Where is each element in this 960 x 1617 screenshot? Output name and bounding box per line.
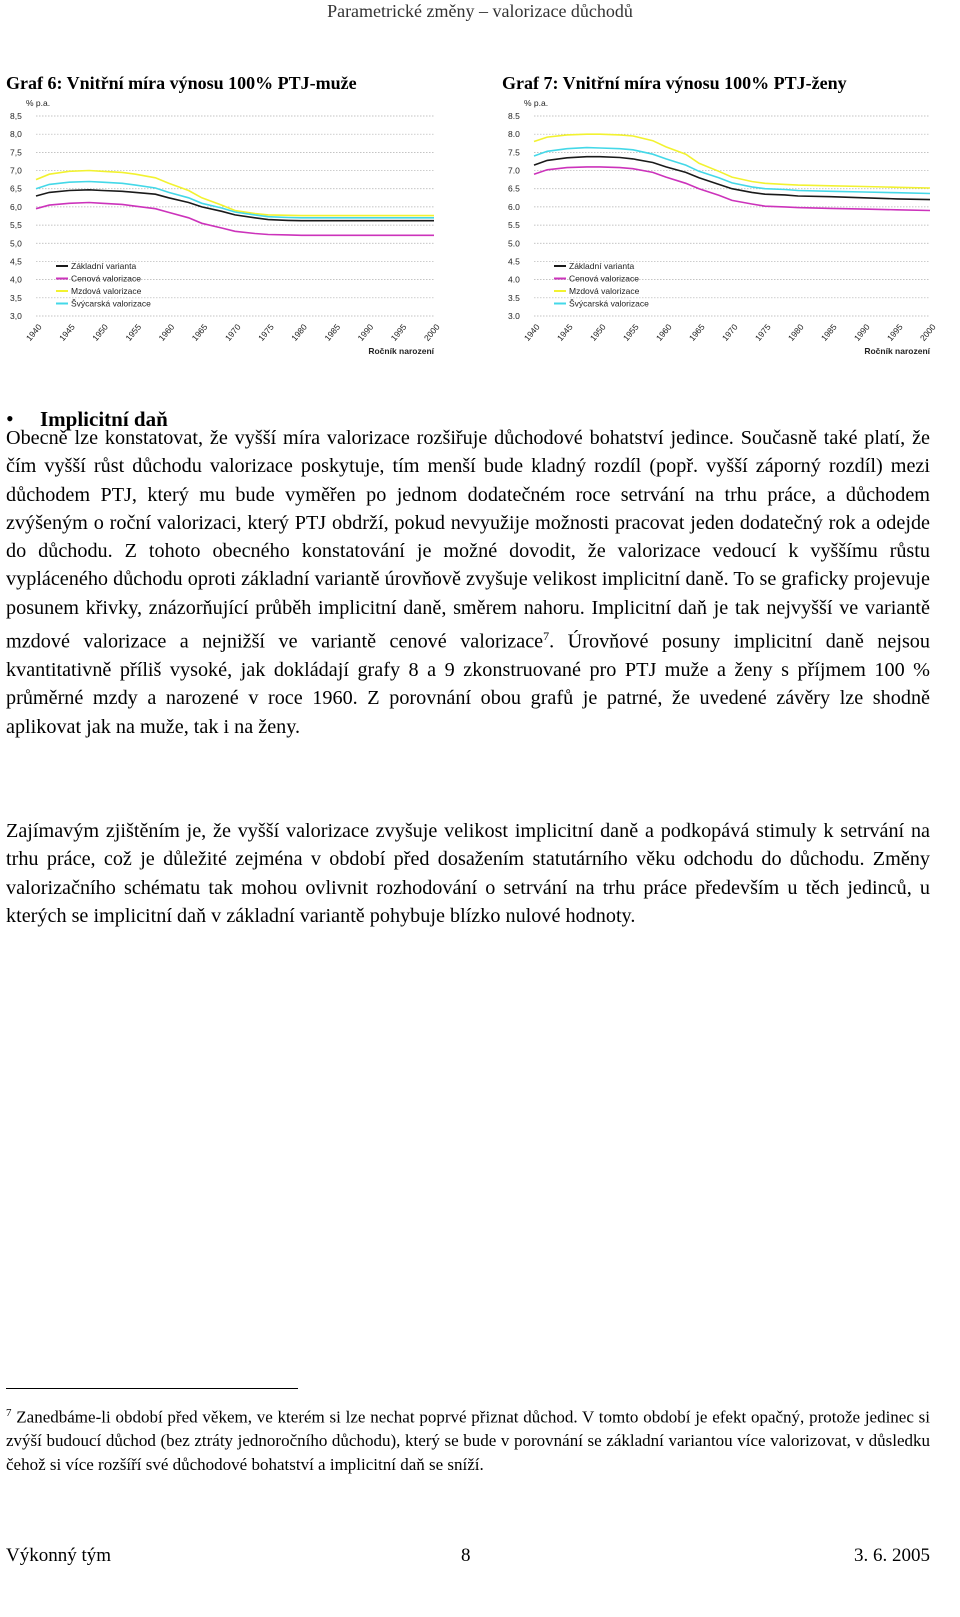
x-tick-label: 1955	[123, 322, 144, 343]
x-tick-label: 1965	[189, 322, 210, 343]
series-line-svycarska	[36, 182, 434, 218]
y-tick-label: 8,5	[10, 111, 22, 121]
y-tick-label: 8.0	[508, 129, 520, 140]
x-tick-label: 1975	[256, 322, 276, 343]
x-tick-label: 1975	[752, 322, 773, 343]
footnote-divider	[6, 1388, 298, 1389]
chart-graf-6	[4, 96, 444, 362]
legend-label-mzdova: Mzdová valorizace	[71, 286, 142, 296]
paragraph-1-text-a: Obecně lze konstatovat, že vyšší míra valorizace rozšiřuje důchodové bohatství jedince. Současně také platí, že čím vyšší růst důchodu valorizace poskytuje, tím menší bude kladný rozdíl (popř. vyšší záporný rozdíl) mezi důchodem PTJ, který mu bude vyměřen po jednom dodatečném roce setrvání na trhu práce, a důchodem zvýšeným o roční valorizaci, který PTJ obdrží, pokud nevyužije možnosti pracovat jeden dodatečný rok a odejde do důchodu. Z tohoto obecného konstatování je možné dovodit, že valorizace vedoucí k vyššímu růstu vypláceného důchodu oproti základní variantě úrovňově zvyšuje velikost implicitní daně. To se graficky projevuje posunem křivky, znázorňující průběh implicitní daně, směrem nahoru. Implicitní daň je tak nejvyšší ve variantě mzdové valorizace a nejnižší ve variantě cenové valorizace	[6, 427, 930, 653]
x-tick-label: 2000	[917, 322, 938, 343]
x-tick-label: 1955	[620, 322, 641, 343]
y-tick-label: 8.5	[508, 111, 520, 121]
section-heading-text: Implicitní daň	[40, 407, 168, 431]
x-axis-label: Ročník narození	[368, 346, 434, 356]
chart-title-graf-7: Graf 7: Vnitřní míra výnosu 100% PTJ-ženy	[502, 73, 847, 93]
x-tick-label: 1980	[785, 322, 806, 343]
y-axis-label: % p.a.	[26, 98, 51, 108]
paragraph-implicit-tax	[6, 424, 930, 741]
y-tick-label: 7,0	[10, 165, 22, 176]
page-number: 8	[461, 1545, 471, 1566]
y-tick-label: 4.5	[508, 256, 520, 267]
x-tick-label: 1940	[23, 322, 44, 343]
footer-team: Výkonný tým	[6, 1545, 112, 1566]
y-tick-label: 3.0	[508, 311, 520, 321]
y-tick-label: 3,0	[10, 311, 22, 321]
y-tick-label: 3,5	[10, 292, 22, 303]
footnote-reference: 7	[543, 629, 550, 644]
x-tick-label: 1980	[289, 322, 309, 343]
page-footer	[6, 1544, 930, 1568]
x-tick-label: 1945	[57, 322, 77, 343]
y-tick-label: 6.5	[508, 183, 520, 194]
x-tick-label: 1990	[851, 322, 872, 343]
x-tick-label: 1985	[818, 322, 839, 343]
legend-label-mzdova: Mzdová valorizace	[569, 286, 640, 296]
legend-label-svycarska: Švýcarská valorizace	[569, 298, 649, 309]
y-tick-label: 5,5	[10, 220, 22, 231]
x-tick-label: 1970	[719, 322, 740, 343]
x-tick-label: 1985	[322, 322, 343, 343]
y-tick-label: 6,0	[10, 201, 22, 212]
bullet-icon: •	[6, 406, 14, 431]
y-tick-label: 5.0	[508, 238, 520, 249]
series-line-mzdova	[534, 134, 930, 188]
x-tick-label: 1950	[90, 322, 110, 343]
x-tick-label: 1965	[686, 322, 707, 343]
x-tick-label: 1940	[521, 322, 542, 343]
paragraph-1-text-b: . Úrovňové posuny implicitní daně nejsou kvantitativně příliš vysoké, jak dokládají grafy 8 a 9 zkonstruované pro PTJ muže a ženy s příjmem 100 % průměrné mzdy a narozené v roce 1960. Z porovnání obou grafů je patrné, že uvedené závěry lze shodně aplikovat jak na muže, tak i na ženy.	[6, 630, 930, 738]
y-tick-label: 4,0	[10, 274, 22, 285]
x-tick-label: 1990	[355, 322, 376, 343]
y-tick-label: 6,5	[10, 183, 22, 194]
footnote	[6, 1402, 930, 1476]
legend-label-zakladni: Základní varianta	[569, 261, 635, 271]
x-tick-label: 1970	[222, 322, 243, 343]
y-tick-label: 4.0	[508, 274, 520, 285]
y-tick-label: 7,5	[10, 147, 22, 158]
y-tick-label: 6.0	[508, 201, 520, 212]
legend-label-cenova: Cenová valorizace	[71, 273, 141, 284]
legend-label-svycarska: Švýcarská valorizace	[71, 298, 151, 309]
y-tick-label: 8,0	[10, 129, 22, 140]
y-tick-label: 3.5	[508, 292, 520, 303]
x-tick-label: 1960	[653, 322, 674, 343]
chart-graf-7	[502, 96, 938, 362]
footnote-text: Zanedbáme-li období před věkem, ve kterém si lze nechat poprvé přiznat důchod. V tomto období je efekt opačný, protože jedinec si zvýší budoucí důchod (bez ztráty jednoročního důchodu), který se bude v porovnání se základní variantou více valorizovat, v důsledku čehož si více rozšíří své důchodové bohatství a implicitní daň se sníží.	[6, 1407, 931, 1474]
x-axis-label: Ročník narození	[864, 346, 930, 356]
y-tick-label: 4,5	[10, 256, 22, 267]
x-tick-label: 1960	[156, 322, 177, 343]
x-tick-label: 1950	[587, 322, 608, 343]
y-tick-label: 5,0	[10, 238, 22, 249]
paragraph-findings: Zajímavým zjištěním je, že vyšší valorizace zvyšuje velikost implicitní daně a podkopává stimuly k setrvání na trhu práce, což je důležité zejména v období před dosažením statutárního věku odchodu do důchodu. Změny valorizačního schématu tak mohou ovlivnit rozhodování o setrvání na trhu práce především u těch jedinců, u kterých se implicitní daň v základní variantě pohybuje blízko nulové hodnoty.	[6, 820, 930, 927]
series-line-mzdova	[36, 171, 434, 216]
footnote-number: 7	[6, 1407, 12, 1419]
x-tick-label: 2000	[421, 322, 442, 343]
y-axis-label: % p.a.	[524, 98, 549, 108]
legend-label-zakladni: Základní varianta	[71, 261, 137, 271]
x-tick-label: 1995	[884, 322, 905, 343]
footer-date: 3. 6. 2005	[854, 1545, 930, 1566]
series-line-cenova	[36, 203, 434, 236]
series-line-zakladni	[534, 157, 930, 200]
y-tick-label: 7.0	[508, 165, 520, 176]
running-header: Parametrické změny – valorizace důchodů	[327, 1, 633, 21]
legend-label-cenova: Cenová valorizace	[569, 273, 639, 284]
chart-title-graf-6: Graf 6: Vnitřní míra výnosu 100% PTJ-muže	[6, 73, 357, 93]
x-tick-label: 1945	[554, 322, 575, 343]
x-tick-label: 1995	[388, 322, 409, 343]
y-tick-label: 5.5	[508, 220, 520, 231]
y-tick-label: 7.5	[508, 147, 520, 158]
